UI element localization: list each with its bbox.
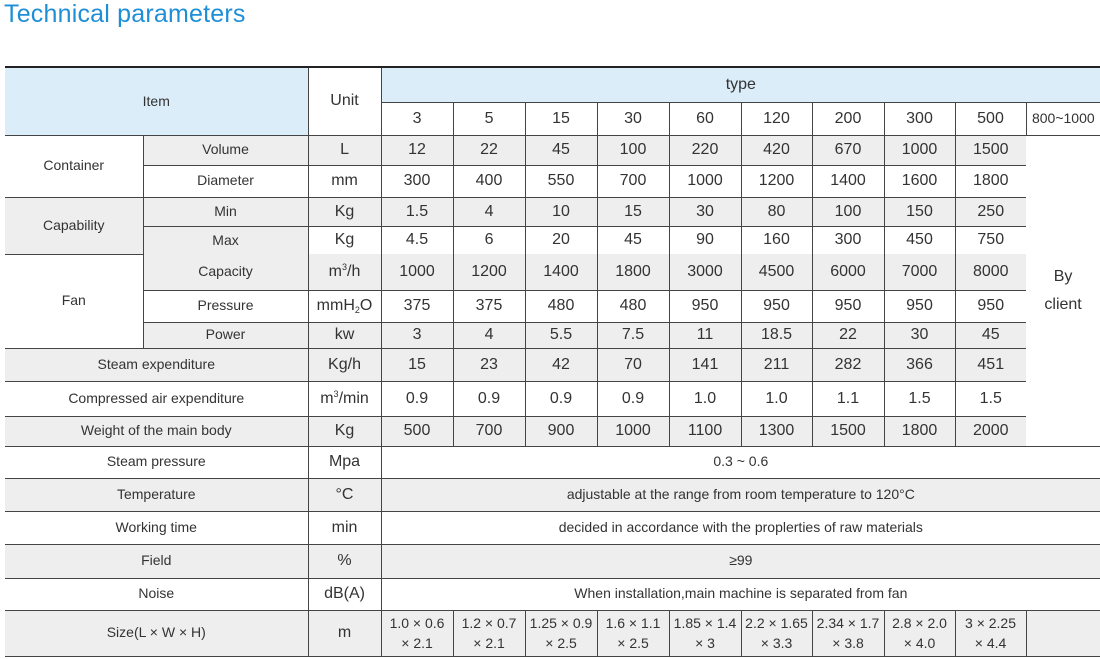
table-row (5, 135, 1100, 165)
value-cell: 7.5 (597, 322, 669, 348)
value-cell: 0.9 (381, 381, 453, 416)
value-cell: 6000 (812, 254, 884, 290)
value-cell: 420 (741, 135, 812, 165)
merged-value-steam_pressure: 0.3 ~ 0.6 (381, 446, 1100, 478)
empty-cell (1026, 610, 1100, 656)
unit-cell: Kg (308, 226, 381, 254)
value-cell: 15 (597, 197, 669, 226)
value-cell: 700 (597, 165, 669, 197)
value-cell: 141 (669, 348, 741, 381)
table-row (5, 254, 1100, 290)
value-cell: 282 (812, 348, 884, 381)
unit-cell: Kg (308, 416, 381, 446)
size-line-2: × 2.1 (473, 635, 505, 651)
value-cell: 451 (955, 348, 1026, 381)
value-cell: 45 (525, 135, 597, 165)
row-label-working_time: Working time (5, 511, 308, 544)
size-line-2: × 2.1 (401, 635, 433, 651)
type-header: 3 (381, 102, 453, 135)
table-row (5, 290, 1100, 322)
size-cell (669, 610, 741, 656)
unit-tail: O (359, 296, 373, 314)
type-header: 15 (525, 102, 597, 135)
value-cell: 70 (597, 348, 669, 381)
value-cell: 1.5 (884, 381, 955, 416)
value-cell: 4 (453, 197, 525, 226)
type-header: 60 (669, 102, 741, 135)
by-client-line-2: client (1044, 295, 1082, 313)
by-client-line-1: By (1053, 268, 1073, 286)
value-cell: 1600 (884, 165, 955, 197)
table-row (5, 446, 1100, 478)
unit-subscript: 2 (354, 304, 360, 315)
value-cell: 8000 (955, 254, 1026, 290)
table-row (5, 322, 1100, 348)
size-line-1: 1.0 × 0.6 (389, 614, 445, 631)
row-label-field: Field (5, 544, 308, 578)
unit-cell: dB(A) (308, 578, 381, 610)
value-cell: 750 (955, 226, 1026, 254)
unit-main: m (320, 389, 334, 407)
table-row (5, 165, 1100, 197)
value-cell: 45 (955, 322, 1026, 348)
row-label-air: Compressed air expenditure (5, 381, 308, 416)
value-cell: 480 (525, 290, 597, 322)
value-cell: 80 (741, 197, 812, 226)
merged-value-field: ≥99 (381, 544, 1100, 578)
group-container: Container (5, 135, 143, 197)
value-cell: 0.9 (453, 381, 525, 416)
table-row (5, 416, 1100, 446)
value-cell: 1.5 (955, 381, 1026, 416)
size-line-2: × 4.0 (903, 635, 936, 651)
value-cell: 20 (525, 226, 597, 254)
value-cell: 375 (453, 290, 525, 322)
size-line-1: 1.6 × 1.1 (605, 614, 661, 631)
value-cell: 375 (381, 290, 453, 322)
row-label-steam_pressure: Steam pressure (5, 446, 308, 478)
page-title: Technical parameters (4, 0, 246, 28)
table-row (5, 197, 1100, 226)
value-cell: 3000 (669, 254, 741, 290)
size-cell (955, 610, 1026, 656)
value-cell: 211 (741, 348, 812, 381)
header-type: type (381, 67, 1100, 102)
value-cell: 1200 (741, 165, 812, 197)
size-line-2: × 2.5 (545, 635, 577, 651)
value-cell: 30 (884, 322, 955, 348)
value-cell: 670 (812, 135, 884, 165)
size-line-1: 1.85 × 1.4 (673, 614, 737, 631)
table-row (5, 478, 1100, 511)
row-label-capacity: Capacity (143, 254, 308, 290)
value-cell: 22 (812, 322, 884, 348)
unit-cell: Kg/h (308, 348, 381, 381)
type-header: 200 (812, 102, 884, 135)
row-label-temperature: Temperature (5, 478, 308, 511)
value-cell: 400 (453, 165, 525, 197)
value-cell: 12 (381, 135, 453, 165)
unit-cell: min (308, 511, 381, 544)
row-label-diameter: Diameter (143, 165, 308, 197)
row-label-volume: Volume (143, 135, 308, 165)
row-label-max: Max (143, 226, 308, 254)
value-cell: 1400 (525, 254, 597, 290)
value-cell: 366 (884, 348, 955, 381)
value-cell: 1500 (955, 135, 1026, 165)
unit-cell: °C (308, 478, 381, 511)
size-line-1: 2.2 × 1.65 (745, 614, 808, 631)
value-cell: 1100 (669, 416, 741, 446)
value-cell: 100 (597, 135, 669, 165)
value-cell: 22 (453, 135, 525, 165)
size-cell (884, 610, 955, 656)
value-cell: 950 (955, 290, 1026, 322)
value-cell: 1.0 (669, 381, 741, 416)
unit-cell (308, 381, 381, 416)
table-row (5, 544, 1100, 578)
value-cell: 300 (812, 226, 884, 254)
value-cell: 550 (525, 165, 597, 197)
value-cell: 220 (669, 135, 741, 165)
header-unit: Unit (308, 67, 381, 135)
row-label-pressure: Pressure (143, 290, 308, 322)
unit-tail: /h (347, 262, 361, 280)
table-row (5, 67, 1100, 102)
merged-value-working_time: decided in accordance with the proplerties of raw materials (381, 511, 1100, 544)
value-cell: 15 (381, 348, 453, 381)
group-fan: Fan (5, 254, 143, 348)
value-cell: 1000 (381, 254, 453, 290)
value-cell: 1800 (955, 165, 1026, 197)
row-label-weight: Weight of the main body (5, 416, 308, 446)
unit-tail: /min (338, 389, 369, 407)
value-cell: 1.5 (381, 197, 453, 226)
value-cell: 1400 (812, 165, 884, 197)
unit-cell (308, 254, 381, 290)
type-header: 800~1000 (1026, 102, 1100, 135)
table-row (5, 610, 1100, 656)
table-row (5, 511, 1100, 544)
size-cell (453, 610, 525, 656)
value-cell: 5.5 (525, 322, 597, 348)
unit-superscript: 3 (342, 261, 348, 272)
type-header: 5 (453, 102, 525, 135)
value-cell: 950 (884, 290, 955, 322)
value-cell: 23 (453, 348, 525, 381)
value-cell: 1300 (741, 416, 812, 446)
unit-cell: mm (308, 165, 381, 197)
table-row (5, 578, 1100, 610)
value-cell: 0.9 (597, 381, 669, 416)
value-cell: 7000 (884, 254, 955, 290)
size-line-1: 2.34 × 1.7 (816, 614, 880, 631)
technical-parameters-table (5, 66, 1100, 657)
table-row (5, 381, 1100, 416)
unit-superscript: 3 (333, 388, 339, 399)
value-cell: 1000 (669, 165, 741, 197)
size-cell (741, 610, 812, 656)
size-line-1: 1.25 × 0.9 (529, 614, 593, 631)
unit-cell: m (308, 610, 381, 656)
value-cell: 500 (381, 416, 453, 446)
value-cell: 30 (669, 197, 741, 226)
row-label-noise: Noise (5, 578, 308, 610)
value-cell: 950 (812, 290, 884, 322)
type-header: 300 (884, 102, 955, 135)
value-cell: 1000 (884, 135, 955, 165)
value-cell: 45 (597, 226, 669, 254)
value-cell: 950 (669, 290, 741, 322)
value-cell: 250 (955, 197, 1026, 226)
value-cell: 900 (525, 416, 597, 446)
value-cell: 90 (669, 226, 741, 254)
value-cell: 1.1 (812, 381, 884, 416)
size-line-1: 1.2 × 0.7 (461, 614, 517, 631)
value-cell: 42 (525, 348, 597, 381)
table-row (5, 348, 1100, 381)
value-cell: 300 (381, 165, 453, 197)
unit-main: mmH (316, 296, 355, 314)
value-cell: 11 (669, 322, 741, 348)
type-header: 500 (955, 102, 1026, 135)
size-cell (381, 610, 453, 656)
size-line-1: 2.8 × 2.0 (892, 614, 947, 631)
table-row (5, 226, 1100, 254)
value-cell: 1.0 (741, 381, 812, 416)
size-line-2: × 4.4 (974, 635, 1007, 651)
unit-cell: Mpa (308, 446, 381, 478)
row-label-min: Min (143, 197, 308, 226)
unit-cell (308, 290, 381, 322)
unit-cell: kw (308, 322, 381, 348)
size-cell (597, 610, 669, 656)
value-cell: 3 (381, 322, 453, 348)
value-cell: 18.5 (741, 322, 812, 348)
size-cell (812, 610, 884, 656)
value-cell: 100 (812, 197, 884, 226)
size-line-2: × 3 (695, 635, 715, 651)
row-label-size: Size(L × W × H) (5, 610, 308, 656)
value-cell: 4.5 (381, 226, 453, 254)
size-line-2: × 3.8 (832, 635, 864, 651)
header-item: Item (5, 67, 308, 135)
value-cell: 1200 (453, 254, 525, 290)
value-cell: 150 (884, 197, 955, 226)
unit-main: m (328, 262, 342, 280)
unit-cell: % (308, 544, 381, 578)
type-header: 30 (597, 102, 669, 135)
row-label-power: Power (143, 322, 308, 348)
value-cell: 4 (453, 322, 525, 348)
unit-cell: L (308, 135, 381, 165)
size-line-2: × 2.5 (617, 635, 649, 651)
value-cell: 1500 (812, 416, 884, 446)
size-cell (525, 610, 597, 656)
value-cell: 950 (741, 290, 812, 322)
value-cell: 700 (453, 416, 525, 446)
unit-cell: Kg (308, 197, 381, 226)
value-cell: 6 (453, 226, 525, 254)
merged-value-noise: When installation,main machine is separated from fan (381, 578, 1100, 610)
size-line-2: × 3.3 (760, 635, 793, 651)
value-cell: 1800 (884, 416, 955, 446)
type-header: 120 (741, 102, 812, 135)
size-line-1: 3 × 2.25 (965, 614, 1017, 631)
value-cell: 450 (884, 226, 955, 254)
value-cell: 2000 (955, 416, 1026, 446)
value-cell: 160 (741, 226, 812, 254)
value-cell: 4500 (741, 254, 812, 290)
merged-value-temperature: adjustable at the range from room temperature to 120°C (381, 478, 1100, 511)
value-cell: 1000 (597, 416, 669, 446)
value-cell: 1800 (597, 254, 669, 290)
value-cell: 480 (597, 290, 669, 322)
by-client-cell (1026, 135, 1100, 446)
value-cell: 10 (525, 197, 597, 226)
row-label-steam: Steam expenditure (5, 348, 308, 381)
value-cell: 0.9 (525, 381, 597, 416)
group-capability: Capability (5, 197, 143, 254)
